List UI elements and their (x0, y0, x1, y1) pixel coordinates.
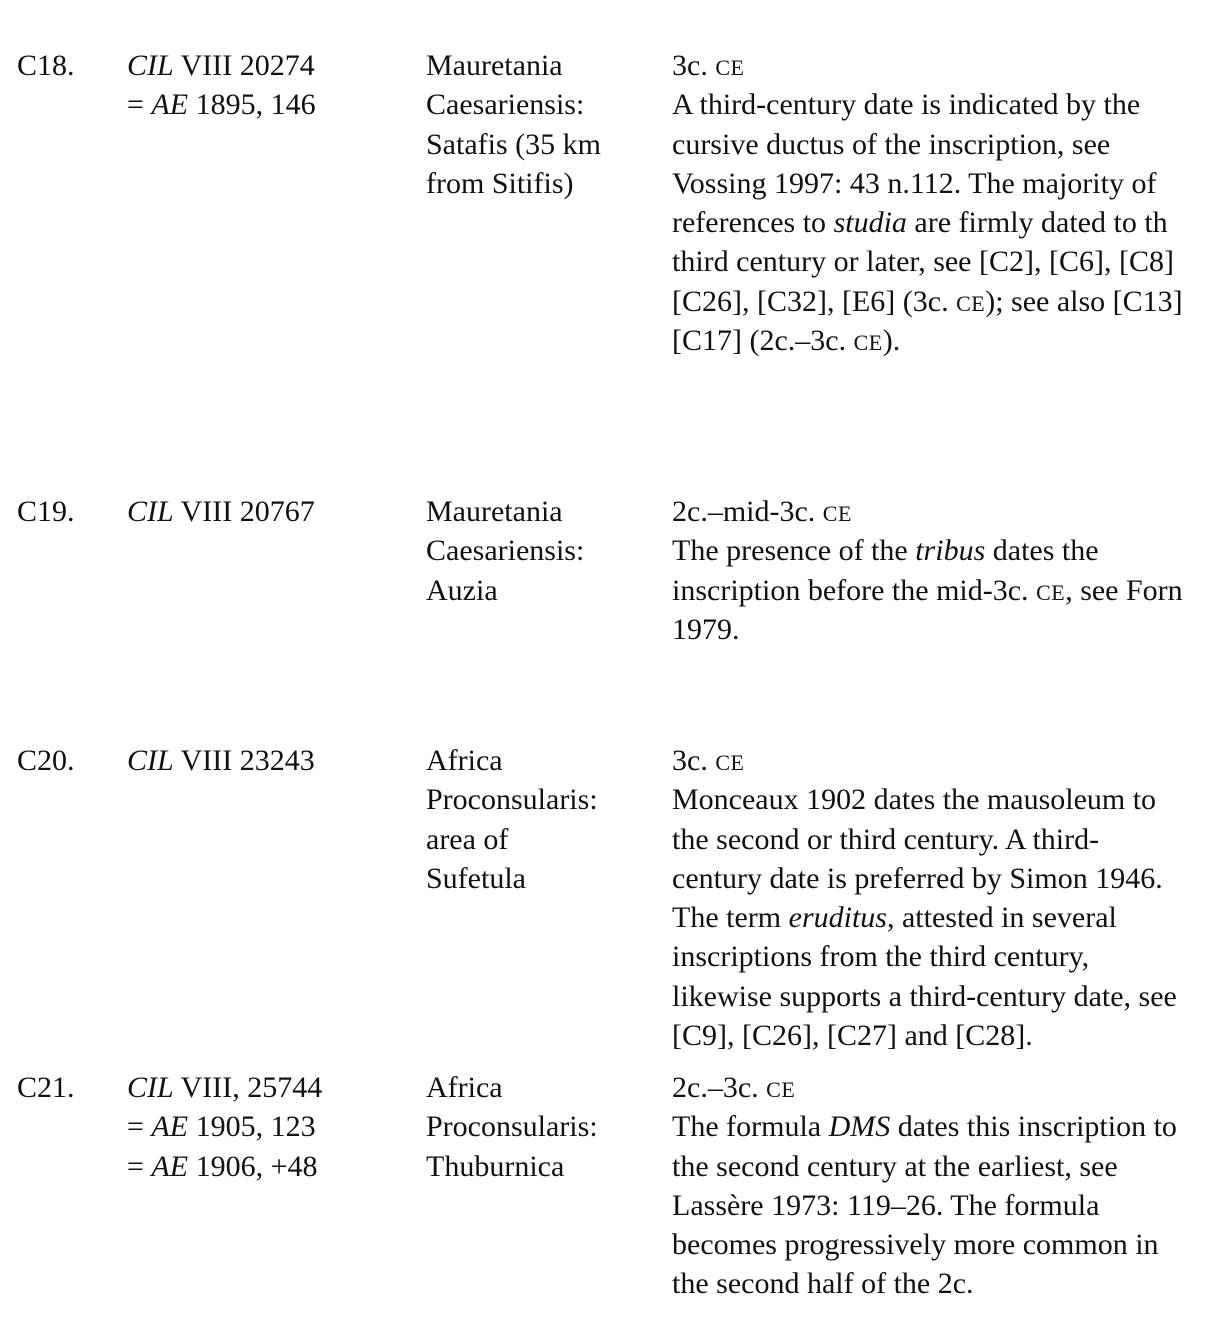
text-line (426, 571, 584, 610)
text-segment: 1979. (672, 612, 740, 646)
text-segment: The term (672, 901, 789, 935)
text-line (672, 1068, 1177, 1107)
italic-text: CIL (127, 49, 174, 82)
text-segment: references to (672, 206, 834, 240)
inscription-reference (127, 492, 315, 531)
text-segment: Mauretania (426, 49, 563, 82)
text-line (672, 1107, 1177, 1146)
text-segment: Caesariensis: (426, 534, 585, 568)
small-caps-era: CE (715, 55, 745, 80)
text-segment: 1905, 123 (188, 1110, 316, 1144)
provenance (426, 741, 598, 898)
text-segment: Lassère 1973: 119–26. The formula (672, 1188, 1100, 1222)
text-segment: from Sitifis) (426, 166, 574, 200)
italic-text: DMS (828, 1110, 891, 1144)
text-segment: Auzia (426, 573, 498, 607)
text-segment: area of (426, 822, 509, 856)
text-segment: Satafis (35 km (426, 127, 601, 161)
text-line (672, 977, 1177, 1016)
text-segment: century date is preferred by Simon 1946. (672, 861, 1163, 895)
entry-number: C21. (17, 1071, 75, 1104)
text-line (426, 859, 598, 898)
small-caps-era: CE (956, 290, 986, 316)
text-segment: the second century at the earliest, see (672, 1149, 1118, 1183)
text-segment: 3c. (672, 49, 716, 82)
dating-commentary (672, 1068, 1177, 1304)
inscription-reference (127, 46, 316, 125)
text-segment: A third-century date is indicated by the (672, 88, 1141, 122)
text-segment: VIII 20767 (173, 495, 315, 528)
text-segment: Caesariensis: (426, 88, 585, 122)
italic-text: CIL (127, 1071, 174, 1104)
dating-commentary (672, 46, 1183, 360)
text-segment: dates the (985, 534, 1099, 568)
text-segment: third century or later, see [C2], [C6], [C8] (672, 245, 1174, 279)
text-line (672, 1264, 1177, 1303)
text-segment: are firmly dated to th (906, 206, 1168, 240)
text-segment: Mauretania (426, 495, 563, 528)
italic-text: AE (151, 1110, 189, 1144)
text-line (672, 1016, 1177, 1055)
text-segment: ). (882, 324, 901, 358)
text-line (426, 780, 598, 819)
text-line (426, 820, 598, 859)
text-line (426, 125, 601, 164)
text-segment: likewise supports a third-century date, see (672, 979, 1177, 1013)
text-line (672, 203, 1183, 242)
text-line (426, 741, 598, 780)
text-line (672, 242, 1183, 281)
text-line (672, 1147, 1177, 1186)
italic-text: AE (151, 88, 189, 122)
text-line (127, 1107, 322, 1146)
text-segment: Monceaux 1902 dates the mausoleum to (672, 783, 1157, 817)
provenance (426, 492, 584, 610)
text-segment: VIII 23243 (173, 744, 315, 777)
dating-commentary (672, 492, 1183, 649)
text-line (672, 85, 1183, 124)
text-segment: Sufetula (426, 861, 526, 895)
text-line (672, 46, 1183, 85)
text-segment: the second half of the 2c. (672, 1267, 974, 1301)
inscription-reference (127, 1068, 322, 1186)
text-segment: Africa (426, 1071, 503, 1104)
text-line (127, 85, 316, 124)
text-line (672, 1225, 1177, 1264)
text-segment: dates this inscription to (890, 1110, 1177, 1144)
provenance (426, 1068, 598, 1186)
text-segment: = (127, 88, 152, 122)
text-line (127, 741, 315, 780)
text-segment: Thuburnica (426, 1149, 565, 1183)
entry-number: C20. (17, 744, 75, 777)
text-line (672, 610, 1183, 649)
text-line (672, 571, 1183, 610)
text-line (672, 531, 1183, 570)
text-line (426, 164, 601, 203)
text-segment: 1895, 146 (188, 88, 316, 122)
text-line (672, 1186, 1177, 1225)
text-line (672, 937, 1177, 976)
italic-text: studia (833, 206, 907, 240)
text-segment: The formula (672, 1110, 829, 1144)
text-line (426, 531, 584, 570)
entry-number: C18. (17, 49, 75, 82)
text-segment: ); see also [C13] (985, 284, 1183, 318)
text-segment: [C26], [C32], [E6] (3c. (672, 284, 957, 318)
text-line (672, 820, 1177, 859)
inscription-reference (127, 741, 315, 780)
text-line (426, 1147, 598, 1186)
text-segment: Proconsularis: (426, 783, 598, 817)
text-line (672, 492, 1183, 531)
small-caps-era: CE (766, 1077, 796, 1102)
text-line (672, 282, 1183, 321)
text-segment: = (127, 1149, 152, 1183)
text-segment: , attested in several (886, 901, 1117, 935)
text-line (672, 780, 1177, 819)
text-segment: Proconsularis: (426, 1110, 598, 1144)
small-caps-era: CE (1036, 579, 1066, 605)
text-segment: , see Forn (1065, 573, 1183, 607)
text-segment: [C9], [C26], [C27] and [C28]. (672, 1019, 1033, 1053)
text-segment: inscription before the mid-3c. (672, 573, 1037, 607)
text-segment: inscriptions from the third century, (672, 940, 1090, 974)
text-line (672, 898, 1177, 937)
italic-text: eruditus (788, 901, 887, 935)
text-line (672, 125, 1183, 164)
entry-number: C19. (17, 495, 75, 528)
text-line (127, 1068, 322, 1107)
text-line (672, 321, 1183, 360)
italic-text: CIL (127, 744, 174, 777)
provenance (426, 46, 601, 203)
small-caps-era: CE (715, 750, 745, 775)
text-segment: Vossing 1997: 43 n.112. The majority of (672, 166, 1157, 200)
text-line (426, 1068, 598, 1107)
text-segment: VIII 20274 (173, 49, 315, 82)
text-segment: 2c.–mid-3c. (672, 495, 823, 528)
text-line (426, 1107, 598, 1146)
italic-text: CIL (127, 495, 174, 528)
italic-text: tribus (915, 534, 986, 568)
text-line (127, 1147, 322, 1186)
text-line (672, 164, 1183, 203)
text-line (426, 492, 584, 531)
text-segment: 1906, +48 (188, 1149, 318, 1183)
text-line (672, 859, 1177, 898)
text-segment: the second or third century. A third- (672, 822, 1100, 856)
text-segment: The presence of the (672, 534, 916, 568)
text-line (426, 46, 601, 85)
text-segment: cursive ductus of the inscription, see (672, 127, 1111, 161)
text-line (127, 46, 316, 85)
text-segment: becomes progressively more common in (672, 1228, 1159, 1262)
text-line (672, 741, 1177, 780)
text-segment: 3c. (672, 744, 716, 777)
text-segment: VIII, 25744 (173, 1071, 323, 1104)
text-segment: [C17] (2c.–3c. (672, 324, 854, 358)
italic-text: AE (151, 1149, 189, 1183)
text-line (127, 492, 315, 531)
text-segment: = (127, 1110, 152, 1144)
text-segment: Africa (426, 744, 503, 777)
small-caps-era: CE (822, 501, 852, 526)
text-line (426, 85, 601, 124)
dating-commentary (672, 741, 1177, 1055)
small-caps-era: CE (853, 330, 883, 356)
text-segment: 2c.–3c. (672, 1071, 767, 1104)
